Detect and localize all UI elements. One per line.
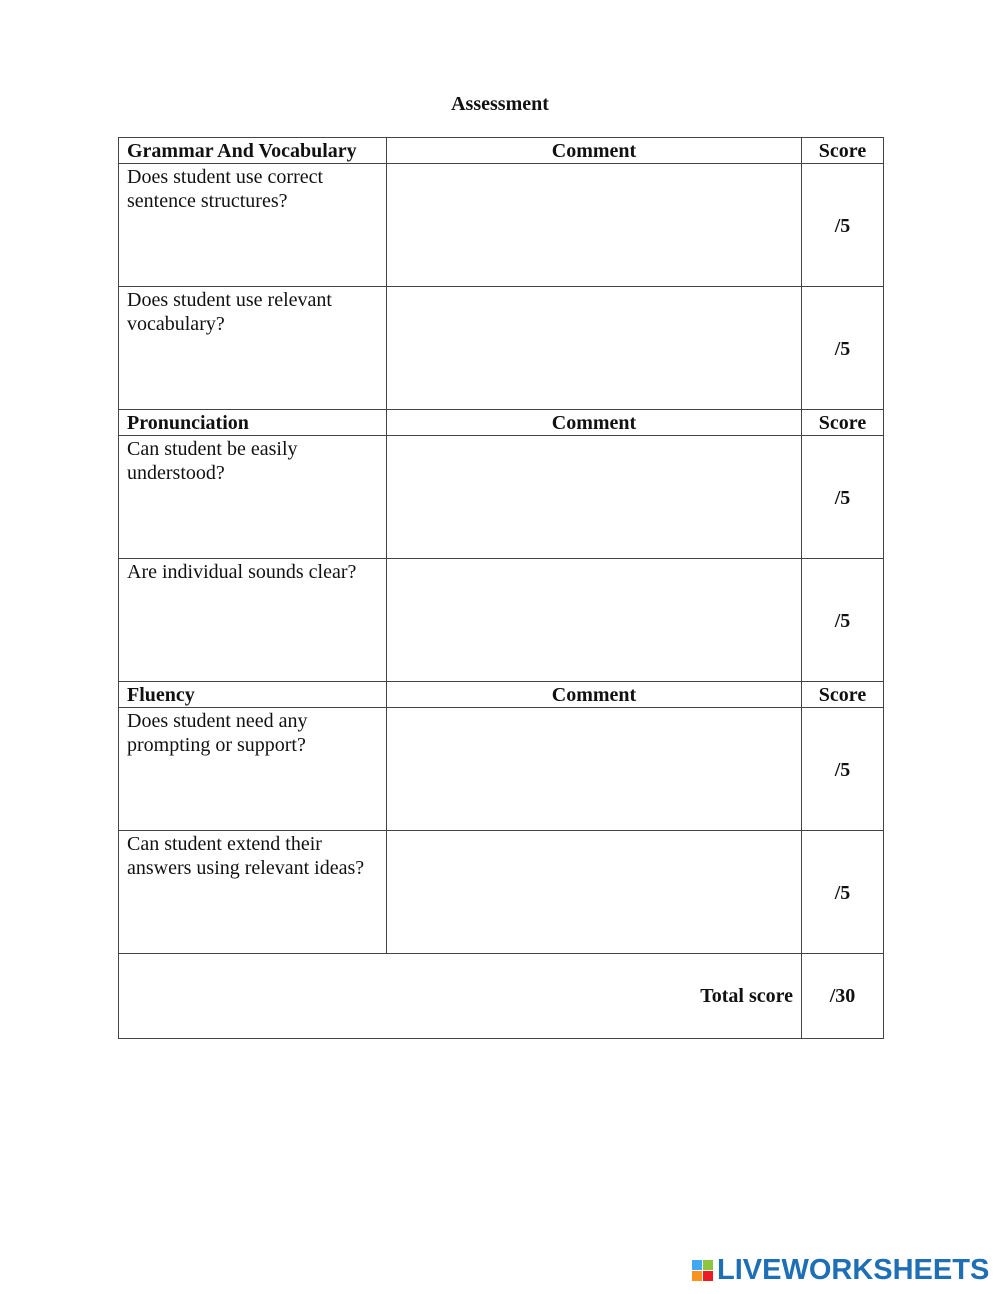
comment-header: Comment xyxy=(387,410,802,436)
table-row xyxy=(119,708,884,831)
question-cell: Can student extend their answers using relevant ideas? xyxy=(119,831,387,954)
comment-field[interactable] xyxy=(387,287,802,410)
logo-tile xyxy=(703,1260,713,1270)
score-cell[interactable]: /5 xyxy=(802,831,884,954)
question-cell: Are individual sounds clear? xyxy=(119,559,387,682)
section-header: Fluency xyxy=(119,682,387,708)
question-cell: Does student need any prompting or support? xyxy=(119,708,387,831)
score-cell[interactable]: /5 xyxy=(802,436,884,559)
logo-text: LIVEWORKSHEETS xyxy=(717,1253,990,1286)
logo-tile xyxy=(692,1260,702,1270)
liveworksheets-logo xyxy=(692,1255,989,1285)
page-title: Assessment xyxy=(451,93,549,115)
comment-header: Comment xyxy=(387,138,802,164)
section-header-row xyxy=(119,682,884,708)
table-row xyxy=(119,436,884,559)
score-cell[interactable]: /5 xyxy=(802,708,884,831)
table-row xyxy=(119,164,884,287)
comment-field[interactable] xyxy=(387,708,802,831)
score-header: Score xyxy=(802,138,884,164)
score-cell[interactable]: /5 xyxy=(802,559,884,682)
section-header: Grammar And Vocabulary xyxy=(119,138,387,164)
score-cell[interactable]: /5 xyxy=(802,164,884,287)
table-row xyxy=(119,287,884,410)
score-cell[interactable]: /5 xyxy=(802,287,884,410)
table-row xyxy=(119,559,884,682)
liveworksheets-logo-icon xyxy=(692,1260,713,1281)
question-cell: Can student be easily understood? xyxy=(119,436,387,559)
comment-field[interactable] xyxy=(387,559,802,682)
total-score[interactable]: /30 xyxy=(802,954,884,1039)
total-label: Total score xyxy=(119,954,802,1039)
question-cell: Does student use correct sentence structures? xyxy=(119,164,387,287)
logo-tile xyxy=(703,1271,713,1281)
section-header-row xyxy=(119,410,884,436)
comment-field[interactable] xyxy=(387,164,802,287)
question-cell: Does student use relevant vocabulary? xyxy=(119,287,387,410)
section-header-row xyxy=(119,138,884,164)
table-row xyxy=(119,831,884,954)
comment-header: Comment xyxy=(387,682,802,708)
section-header: Pronunciation xyxy=(119,410,387,436)
assessment-table xyxy=(118,137,884,1039)
comment-field[interactable] xyxy=(387,831,802,954)
logo-tile xyxy=(692,1271,702,1281)
total-row xyxy=(119,954,884,1039)
score-header: Score xyxy=(802,682,884,708)
comment-field[interactable] xyxy=(387,436,802,559)
score-header: Score xyxy=(802,410,884,436)
